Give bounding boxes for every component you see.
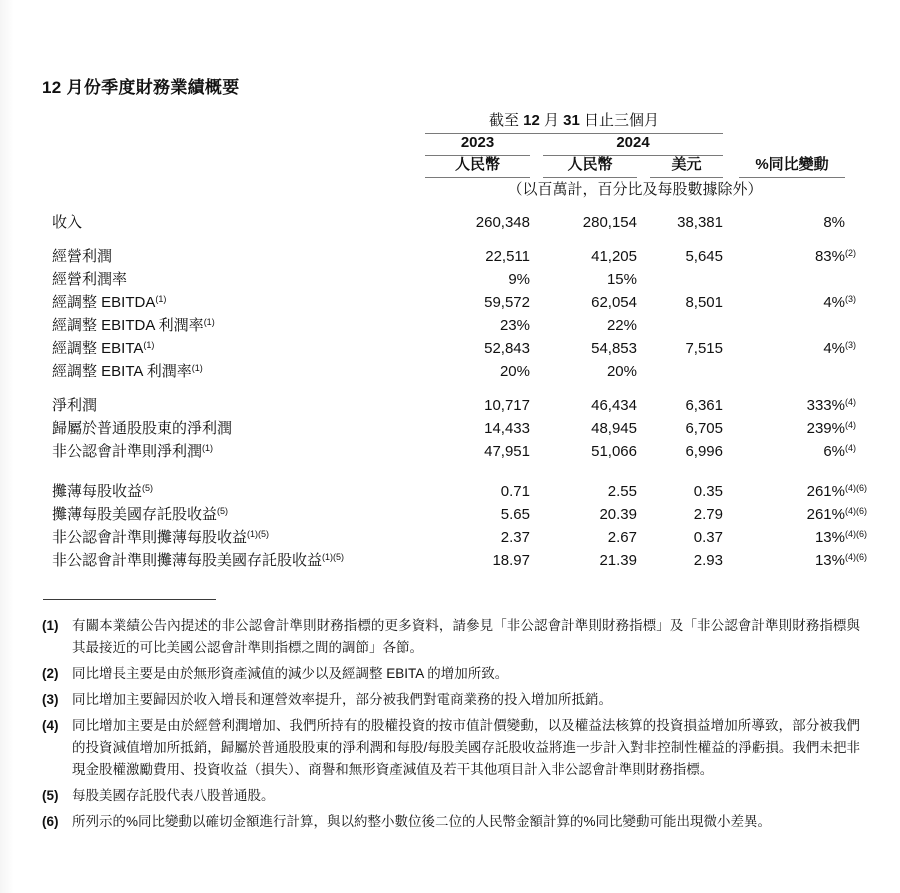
row-label: 經營利潤率 (52, 271, 128, 288)
value-2024-usd: 2.93 (693, 552, 723, 569)
value-2024-rmb: 41,205 (591, 248, 637, 265)
value-2024-usd: 6,361 (685, 397, 723, 414)
table-row-revenue (52, 201, 845, 234)
value-yoy: 4% (823, 340, 845, 357)
period-header-row (52, 112, 845, 134)
value-2023-rmb: 2.37 (500, 529, 530, 546)
table-row-adjusted-ebitda: 經調整 EBITDA$^{(1)}$ 59,572 62,054 8,501 4%$^{(3)}$ (52, 291, 845, 314)
year-2024-header: 2024 (543, 134, 723, 156)
value-2023-rmb: 5.65 (500, 506, 530, 523)
footnote-marker: (1) (42, 618, 59, 633)
value-2024-usd (637, 314, 723, 337)
row-label: 經調整 EBITA (52, 340, 144, 357)
table-row-diluted-eps-ads: 攤薄每股美國存託股收益$^{(5)}$ 5.65 20.39 2.79 261%$^{(4)(6)}$ (52, 503, 845, 526)
row-label: 非公認會計準則攤薄每股美國存託股收益 (52, 552, 323, 569)
value-2024-rmb: 15% (606, 271, 637, 288)
period-day-number: 12 (523, 112, 540, 129)
footnote-divider (43, 599, 216, 600)
period-header (425, 112, 723, 134)
footnote-4 (42, 715, 860, 781)
value-2024-usd: 0.37 (693, 529, 723, 546)
value-2024-rmb: 48,945 (591, 420, 637, 437)
value-yoy: 83% (814, 248, 845, 265)
period-text: 截至 (488, 112, 524, 129)
value-2024-usd: 5,645 (685, 248, 723, 265)
value-2024-rmb: 2.67 (607, 529, 637, 546)
table-row-net-income-to-shareholders: 歸屬於普通股股東的淨利潤 14,433 48,945 6,705 239%$^{(4)}$ (52, 417, 845, 440)
value-2024-rmb: 280,154 (582, 214, 637, 231)
table-row-adjusted-ebita-margin (52, 360, 845, 383)
value-2023-rmb: 18.97 (492, 552, 530, 569)
financial-summary-table (52, 112, 867, 572)
period-day-number: 31 (563, 112, 580, 129)
value-yoy: 261% (806, 506, 845, 523)
value-yoy: 333% (806, 397, 845, 414)
value-2024-rmb: 2.55 (607, 483, 637, 500)
table-row-operating-margin (52, 268, 845, 291)
value-yoy: 6% (823, 443, 845, 460)
row-label: 淨利潤 (52, 397, 98, 414)
value-2024-rmb: 21.39 (599, 552, 637, 569)
year-2023-header: 2023 (425, 134, 530, 156)
value-yoy: 8% (823, 214, 845, 231)
footnote-2 (42, 663, 860, 685)
table-row-net-income: 淨利潤 10,717 46,434 6,361 333%$^{(4)}$ (52, 383, 845, 417)
value-2024-usd: 2.79 (693, 506, 723, 523)
report-title: 12 月份季度財務業績概要 (42, 78, 240, 97)
footnote-marker: (6) (42, 814, 59, 829)
unit-note: （以百萬計，百分比及每股數據除外） (507, 181, 763, 198)
value-2024-rmb: 46,434 (591, 397, 637, 414)
col-header-rmb-2023: 人民幣 (425, 156, 530, 178)
value-2024-rmb: 22% (606, 317, 637, 334)
footnote-marker: (3) (42, 692, 59, 707)
col-header-yoy: %同比變動 (739, 156, 845, 178)
value-2023-rmb: 23% (499, 317, 530, 334)
value-2024-rmb: 54,853 (591, 340, 637, 357)
row-label: 歸屬於普通股股東的淨利潤 (52, 420, 233, 437)
row-label: 非公認會計準則淨利潤 (52, 443, 203, 460)
row-label: 收入 (52, 214, 83, 231)
row-label: 經調整 EBITA 利潤率 (52, 363, 192, 380)
value-2024-usd (637, 268, 723, 291)
row-label: 經調整 EBITDA (52, 294, 156, 311)
value-2024-usd: 38,381 (677, 214, 723, 231)
footnote-text: 同比增長主要是由於無形資產減值的減少以及經調整 EBITA 的增加所致。 (72, 666, 509, 681)
label-footnote-ref: (1)(5) (322, 552, 345, 562)
table-row-adjusted-ebita: 經調整 EBITA$^{(1)}$ 52,843 54,853 7,515 4%$^{(3)}$ (52, 337, 845, 360)
label-footnote-ref: (1) (202, 443, 214, 453)
label-footnote-ref: (1) (191, 363, 203, 373)
row-label: 經營利潤 (52, 248, 113, 265)
value-2024-usd: 7,515 (685, 340, 723, 357)
table-row-non-gaap-diluted-eps-ads: 非公認會計準則攤薄每股美國存託股收益$^{(1)(5)}$ 18.97 21.39 2.93 13%$^{(4)(6)}$ (52, 549, 845, 572)
footnote-3 (42, 689, 860, 711)
footnotes-section (42, 615, 860, 837)
value-2024-rmb: 20% (606, 363, 637, 380)
table-row-adjusted-ebitda-margin (52, 314, 845, 337)
col-header-rmb-2024: 人民幣 (543, 156, 637, 178)
value-2024-usd: 6,996 (685, 443, 723, 460)
label-footnote-ref: (5) (142, 483, 154, 493)
row-label: 經調整 EBITDA 利潤率 (52, 317, 204, 334)
footnote-6 (42, 811, 860, 833)
value-2023-rmb: 59,572 (484, 294, 530, 311)
value-2024-usd (637, 360, 723, 383)
label-footnote-ref: (1) (155, 294, 167, 304)
value-2024-usd: 0.35 (693, 483, 723, 500)
row-label: 非公認會計準則攤薄每股收益 (52, 529, 248, 546)
table-row-non-gaap-net-income: 非公認會計準則淨利潤$^{(1)}$ 47,951 51,066 6,996 6%$^{(4)}$ (52, 440, 845, 463)
value-2023-rmb: 9% (508, 271, 530, 288)
currency-header-row (52, 156, 845, 178)
year-header-row (52, 134, 845, 156)
value-2023-rmb: 20% (499, 363, 530, 380)
period-text: 月 (539, 112, 564, 129)
unit-note-row (52, 178, 845, 201)
value-yoy: 261% (806, 483, 845, 500)
label-footnote-ref: (1) (203, 317, 215, 327)
value-2024-usd: 6,705 (685, 420, 723, 437)
footnote-marker: (2) (42, 666, 59, 681)
label-footnote-ref: (5) (217, 506, 229, 516)
footnote-1 (42, 615, 860, 659)
period-text: 日止三個月 (579, 112, 660, 129)
value-2024-rmb: 62,054 (591, 294, 637, 311)
value-2023-rmb: 10,717 (484, 397, 530, 414)
footnote-5 (42, 785, 860, 807)
table-row-operating-profit: 經營利潤 22,511 41,205 5,645 83%$^{(2)}$ (52, 234, 845, 268)
footnote-text: 所列示的%同比變動以確切金額進行計算，與以約整小數位後二位的人民幣金額計算的%同比變動可能出現微小差異。 (72, 814, 772, 829)
value-2023-rmb: 14,433 (484, 420, 530, 437)
col-header-usd-2024: 美元 (650, 156, 723, 178)
value-yoy: 4% (823, 294, 845, 311)
value-2024-rmb: 20.39 (599, 506, 637, 523)
footnote-marker: (4) (42, 718, 59, 733)
row-label: 攤薄每股收益 (52, 483, 143, 500)
footnote-text: 同比增加主要是由於經營利潤增加、我們所持有的股權投資的按市值計價變動，以及權益法核算的投資損益增加所導致，部分被我們的投資減值增加所抵銷，歸屬於普通股股東的淨利潤和每股/每股美國存託股收益將進一步計入對非控制性權益的淨虧損。我們未把非現金股權激勵費用、投資收益（損失）、商譽和無形資產減值及若干其他項目計入非公認會計準則財務指標。 (72, 718, 860, 777)
row-label: 攤薄每股美國存託股收益 (52, 506, 218, 523)
value-2024-rmb: 51,066 (591, 443, 637, 460)
value-2023-rmb: 260,348 (475, 214, 530, 231)
value-2023-rmb: 22,511 (485, 248, 530, 265)
label-footnote-ref: (1)(5) (247, 529, 270, 539)
footnote-text: 有關本業績公告內提述的非公認會計準則財務指標的更多資料，請參見「非公認會計準則財務指標」及「非公認會計準則財務指標與其最接近的可比美國公認會計準則指標之間的調節」各節。 (72, 618, 860, 655)
value-yoy: 239% (806, 420, 845, 437)
footnote-marker: (5) (42, 788, 59, 803)
value-2024-usd: 8,501 (685, 294, 723, 311)
footnote-text: 同比增加主要歸因於收入增長和運營效率提升，部分被我們對電商業務的投入增加所抵銷。 (72, 692, 612, 707)
value-2023-rmb: 0.71 (500, 483, 530, 500)
label-footnote-ref: (1) (143, 340, 155, 350)
value-2023-rmb: 52,843 (484, 340, 530, 357)
value-yoy: 13% (814, 552, 845, 569)
table-row-diluted-eps: 攤薄每股收益$^{(5)}$ 0.71 2.55 0.35 261%$^{(4)(6)}$ (52, 463, 845, 503)
footnote-text: 每股美國存託股代表八股普通股。 (72, 788, 275, 803)
table-row-non-gaap-diluted-eps: 非公認會計準則攤薄每股收益$^{(1)(5)}$ 2.37 2.67 0.37 13%$^{(4)(6)}$ (52, 526, 845, 549)
page-left-edge (0, 0, 14, 893)
value-yoy: 13% (814, 529, 845, 546)
value-2023-rmb: 47,951 (484, 443, 530, 460)
